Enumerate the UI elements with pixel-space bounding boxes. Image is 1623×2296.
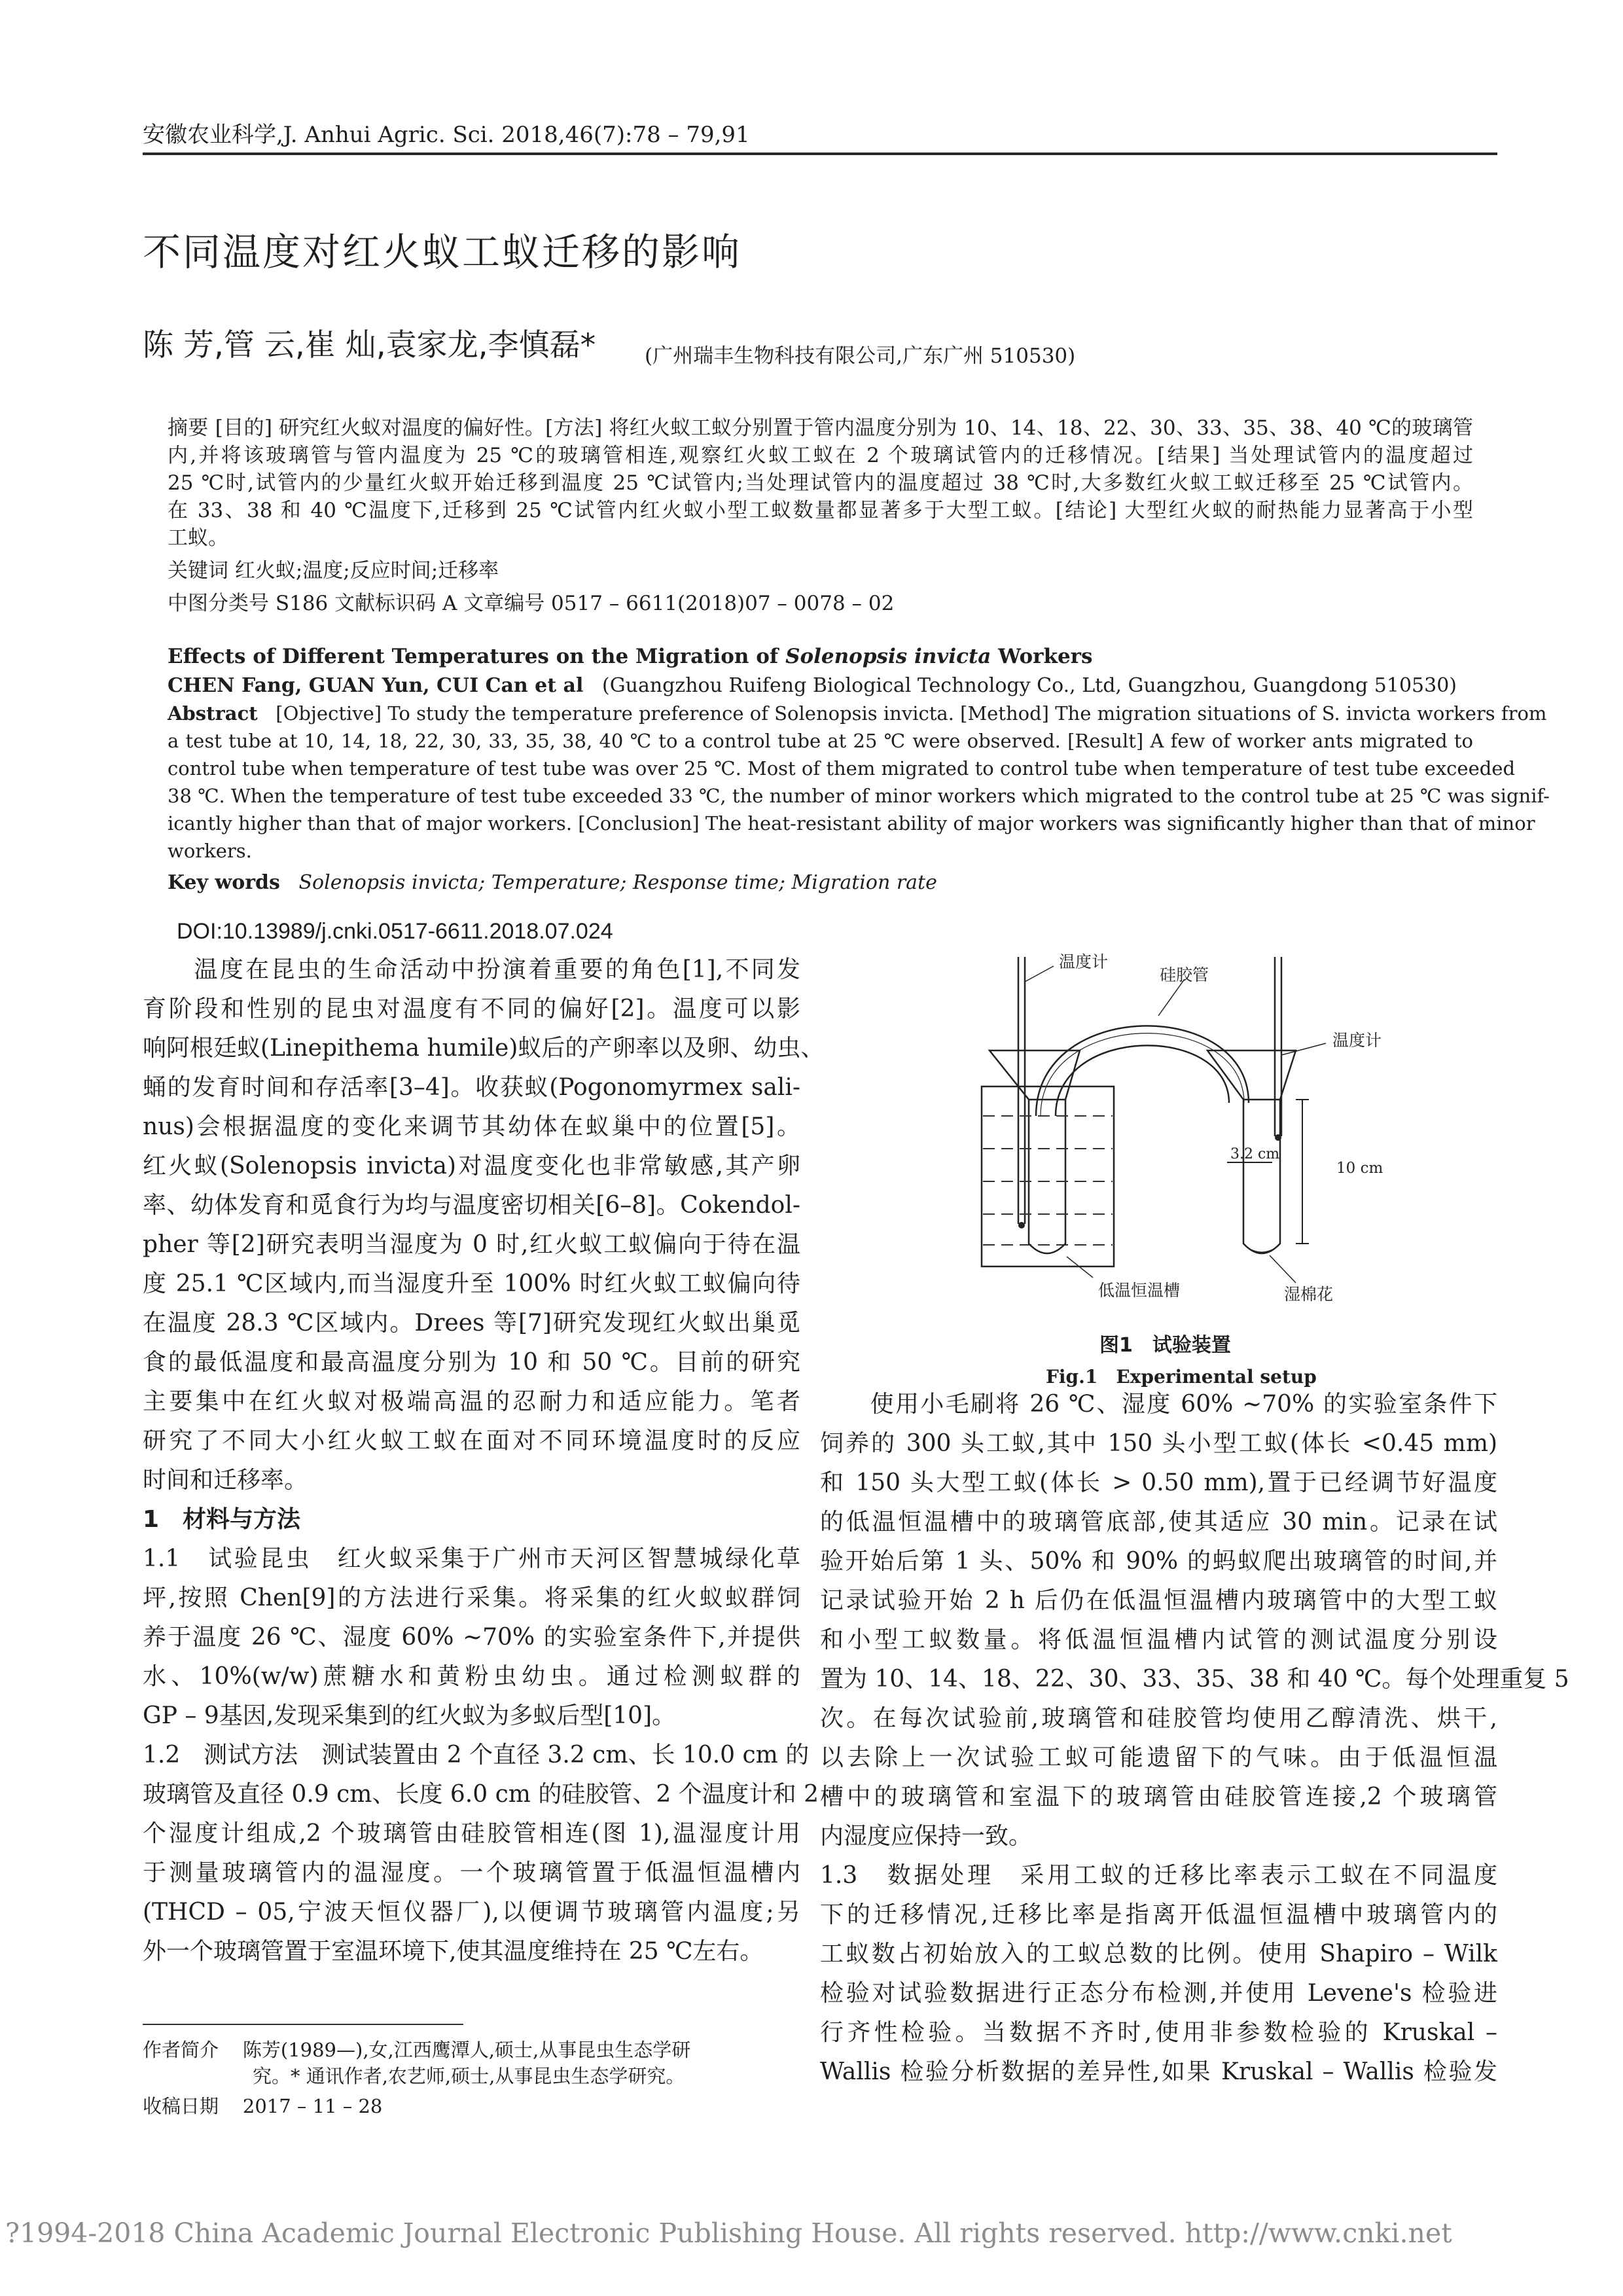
body-line: 育阶段和性别的昆虫对温度有不同的偏好[2]。温度可以影 (143, 996, 800, 1022)
body-line: 1.3 数据处理 采用工蚁的迁移比率表示工蚁在不同温度 (820, 1862, 1497, 1889)
body-line: 食的最低温度和最高温度分别为 10 和 50 ℃。目前的研究 (143, 1349, 800, 1376)
body-line: 记录试验开始 2 h 后仍在低温恒温槽内玻璃管中的大型工蚁 (820, 1587, 1497, 1614)
body-line: 于测量玻璃管内的温湿度。一个玻璃管置于低温恒温槽内 (143, 1859, 800, 1886)
body-line: 1.1 试验昆虫 红火蚁采集于广州市天河区智慧城绿化草 (143, 1545, 800, 1572)
body-line: 研究了不同大小红火蚁工蚁在面对不同环境温度时的反应 (143, 1427, 800, 1454)
body-line: 以去除上一次试验工蚁可能遗留下的气味。由于低温恒温 (820, 1744, 1497, 1771)
classification-line: 中图分类号 S186 文献标识码 A 文章编号 0517 – 6611(2018)07 – 0078 – 02 (168, 592, 895, 615)
body-line: 个湿度计组成,2 个玻璃管由硅胶管相连(图 1),温湿度计用 (143, 1820, 800, 1847)
body-line: 置为 10、14、18、22、30、33、35、38 和 40 ℃。每个处理重复 5 (820, 1666, 1569, 1693)
figure-1-apparatus (962, 942, 1433, 1309)
section-heading: 1 材料与方法 (143, 1506, 301, 1533)
keywords-en-label: Key words (168, 871, 280, 894)
abstract-en-line-0: Abstract [Objective] To study the temperature preference of Solenopsis invicta. [Method] The migration situations of S. invicta workers from (168, 702, 1547, 725)
english-authors: CHEN Fang, GUAN Yun, CUI Can et al (168, 674, 584, 697)
label-thermometer-right: 温度计 (1332, 1031, 1382, 1050)
body-line: 工蚁数占初始放入的工蚁总数的比例。使用 Shapiro – Wilk (820, 1941, 1497, 1967)
body-line: 验开始后第 1 头、50% 和 90% 的蚂蚁爬出玻璃管的时间,并 (820, 1548, 1497, 1575)
body-line: 1.2 测试方法 测试装置由 2 个直径 3.2 cm、长 10.0 cm 的 (143, 1742, 810, 1768)
body-line: nus)会根据温度的变化来调节其幼体在蚁巢中的位置[5]。 (143, 1113, 800, 1140)
label-silicone-tube: 硅胶管 (1160, 965, 1209, 984)
journal-header: 安徽农业科学,J. Anhui Agric. Sci. 2018,46(7):78 – 79,91 (143, 122, 750, 148)
body-line: 响阿根廷蚁(Linepithema humile)蚁后的产卵率以及卵、幼虫、 (143, 1035, 825, 1062)
body-line: 养于温度 26 ℃、湿度 60% ~70% 的实验室条件下,并提供 (143, 1624, 800, 1651)
body-line: 内湿度应保持一致。 (820, 1823, 1033, 1850)
affiliation-cn: (广州瑞丰生物科技有限公司,广东广州 510530) (645, 344, 1076, 368)
received-date: 2017 – 11 – 28 (242, 2095, 383, 2117)
label-thermometer-left: 温度计 (1059, 952, 1109, 971)
body-line: 度 25.1 ℃区域内,而当湿度升至 100% 时红火蚁工蚁偏向待 (143, 1270, 800, 1297)
body-line: 主要集中在红火蚁对极端高温的忍耐力和适应能力。笔者 (143, 1388, 800, 1415)
body-line: 率、幼体发育和觅食行为均与温度密切相关[6–8]。Cokendol- (143, 1192, 800, 1219)
body-line: 蛹的发育时间和存活率[3–4]。收获蚁(Pogonomyrmex sali- (143, 1074, 800, 1101)
abstract-en-line: 38 ℃. When the temperature of test tube exceeded 33 ℃, the number of minor workers which migrated to the control tube at 25 ℃ was signif- (168, 785, 1550, 807)
left-column (143, 950, 825, 1971)
english-keywords-line (168, 871, 937, 894)
doi: DOI:10.13989/j.cnki.0517-6611.2018.07.024 (177, 919, 613, 944)
body-line: pher 等[2]研究表明当湿度为 0 时,红火蚁工蚁偏向于待在温 (143, 1231, 800, 1258)
body-line: 外一个玻璃管置于室温环境下,使其温度维持在 25 ℃左右。 (143, 1938, 764, 1965)
copyright-footer: ?1994-2018 China Academic Journal Electronic Publishing House. All rights reserved. http://www.cnki.net (5, 2217, 1452, 2249)
body-line: 在温度 28.3 ℃区域内。Drees 等[7]研究发现红火蚁出巢觅 (143, 1310, 800, 1336)
abstract-en-line: icantly higher than that of major workers. [Conclusion] The heat-resistant ability of major workers was significantly higher than that of minor (168, 812, 1535, 834)
label-diameter: 3.2 cm (1230, 1146, 1280, 1162)
body-line: 行齐性检验。当数据不齐时,使用非参数检验的 Kruskal – (820, 2019, 1497, 2046)
english-authors-line (168, 674, 1457, 697)
constant-temperature-bath (982, 1086, 1114, 1266)
figure-caption-en: Fig.1 Experimental setup (1046, 1366, 1317, 1388)
abstract-en-label: Abstract (168, 702, 258, 725)
body-line: GP – 9基因,发现采集到的红火蚁为多蚁后型[10]。 (143, 1702, 676, 1729)
body-line: 和 150 头大型工蚁(体长 > 0.50 mm),置于已经调节好温度 (820, 1469, 1497, 1496)
body-line: 次。在每次试验前,玻璃管和硅胶管均使用乙醇清洗、烘干, (820, 1705, 1497, 1732)
abstract-cn-line: 25 ℃时,试管内的少量红火蚁开始迁移到温度 25 ℃试管内;当处理试管内的温度超过 38 ℃时,大多数红火蚁工蚁迁移至 25 ℃试管内。 (168, 471, 1473, 495)
footnote-rule (143, 2024, 463, 2025)
body-line: 水、10%(w/w)蔗糖水和黄粉虫幼虫。通过检测蚁群的 (143, 1663, 800, 1690)
cotton-plug (1247, 1247, 1276, 1254)
abstract-cn-line: 摘要 [目的] 研究红火蚁对温度的偏好性。[方法] 将红火蚁工蚁分别置于管内温度分别为 10、14、18、22、30、33、35、38、40 ℃的玻璃管 (168, 416, 1473, 440)
keywords-cn: 关键词 红火蚁;温度;反应时间;迁移率 (168, 559, 499, 583)
header-rule (143, 152, 1497, 155)
abstract-cn-line: 在 33、38 和 40 ℃温度下,迁移到 25 ℃试管内红火蚁小型工蚁数量都显著多于大型工蚁。[结论] 大型红火蚁的耐热能力显著高于小型 (168, 499, 1473, 522)
received-date-line (143, 2092, 382, 2119)
body-line: (THCD – 05,宁波天恒仪器厂),以便调节玻璃管内温度;另 (143, 1899, 800, 1926)
received-label: 收稿日期 (143, 2095, 219, 2117)
article-title: 不同温度对红火蚁工蚁迁移的影响 (143, 230, 742, 274)
body-line: 饲养的 300 头工蚁,其中 150 头小型工蚁(体长 <0.45 mm) (820, 1430, 1497, 1457)
abstract-en-line: control tube when temperature of test tube was over 25 ℃. Most of them migrated to control tube when temperature of test tube exceeded (168, 757, 1516, 780)
body-line: 下的迁移情况,迁移比率是指离开低温恒温槽中玻璃管内的 (820, 1901, 1497, 1928)
author-bio-line: 作者简介 陈芳(1989—),女,江西鹰潭人,硕士,从事昆虫生态学研 (143, 2039, 691, 2061)
label-cotton: 湿棉花 (1284, 1285, 1334, 1304)
body-line: 和小型工蚁数量。将低温恒温槽内试管的测试温度分别设 (820, 1626, 1497, 1653)
abstract-en-line: workers. (168, 840, 252, 862)
author-bio-label: 作者简介 (143, 2039, 219, 2061)
body-line: 的低温恒温槽中的玻璃管底部,使其适应 30 min。记录在试 (820, 1509, 1497, 1535)
body-line: 玻璃管及直径 0.9 cm、长度 6.0 cm 的硅胶管、2 个温度计和 2 (143, 1781, 819, 1808)
label-length: 10 cm (1336, 1160, 1383, 1177)
abstract-en-line: a test tube at 10, 14, 18, 22, 30, 33, 35, 38, 40 ℃ to a control tube at 25 ℃ were observed. [Result] A few of worker ants migrated to (168, 730, 1473, 752)
author-bio-line: 究。* 通讯作者,农艺师,硕士,从事昆虫生态学研究。 (253, 2065, 685, 2087)
english-affiliation: (Guangzhou Ruifeng Biological Technology Co., Ltd, Guangzhou, Guangdong 510530) (601, 674, 1457, 697)
body-line: 温度在昆虫的生命活动中扮演着重要的角色[1],不同发 (143, 956, 800, 983)
figure-caption-cn: 图1 试验装置 (1099, 1334, 1231, 1357)
label-bath: 低温恒温槽 (1098, 1281, 1181, 1300)
body-line: Wallis 检验分析数据的差异性,如果 Kruskal – Wallis 检验发 (820, 2058, 1497, 2085)
abstract-cn-line: 内,并将该玻璃管与管内温度为 25 ℃的玻璃管相连,观察红火蚁工蚁在 2 个玻璃试管内的迁移情况。[结果] 当处理试管内的温度超过 (168, 444, 1473, 467)
body-line: 检验对试验数据进行正态分布检测,并使用 Levene's 检验进 (820, 1980, 1497, 2007)
abstract-cn-line: 工蚁。 (168, 526, 228, 550)
right-column (820, 1385, 1569, 2092)
body-line: 槽中的玻璃管和室温下的玻璃管由硅胶管连接,2 个玻璃管 (820, 1784, 1497, 1810)
body-line: 使用小毛刷将 26 ℃、湿度 60% ~70% 的实验室条件下 (820, 1391, 1497, 1418)
body-line: 坪,按照 Chen[9]的方法进行采集。将采集的红火蚁蚁群饲 (143, 1585, 800, 1611)
keywords-en: Solenopsis invicta; Temperature; Response time; Migration rate (298, 871, 937, 894)
authors-cn: 陈 芳,管 云,崔 灿,袁家龙,李慎磊* (143, 327, 596, 363)
body-line: 红火蚁(Solenopsis invicta)对温度变化也非常敏感,其产卵 (143, 1153, 800, 1179)
body-line: 时间和迁移率。 (143, 1467, 308, 1494)
english-title: Effects of Different Temperatures on the Migration of Solenopsis invicta Workers (168, 645, 1093, 668)
